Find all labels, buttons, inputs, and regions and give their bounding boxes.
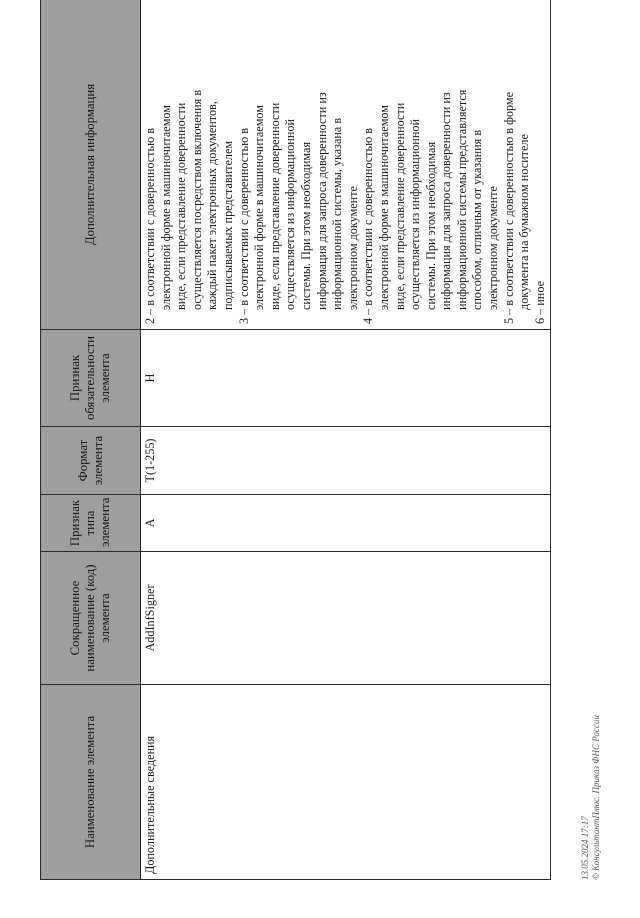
header-additional-info: Дополнительная информация bbox=[41, 0, 141, 330]
info-line: 4 – в соответствии с доверенностью в bbox=[361, 128, 376, 324]
table-header-row bbox=[41, 0, 141, 880]
cell-element-code: AddInfSigner bbox=[141, 552, 551, 685]
info-line: виде, если представление доверенности bbox=[174, 102, 189, 310]
info-line: 3 – в соответствии с доверенностью в bbox=[236, 128, 251, 324]
info-line: документа на бумажном носителе bbox=[517, 134, 532, 310]
document-stamp bbox=[580, 715, 602, 880]
header-element-code: Сокращенное наименование (код) элемента bbox=[41, 552, 141, 685]
info-line: системы. При этом необходимая bbox=[298, 141, 313, 310]
info-line: электронном документе bbox=[345, 186, 360, 310]
info-line: осуществляется посредством включения в bbox=[189, 89, 204, 310]
header-element-name: Наименование элемента bbox=[41, 685, 141, 880]
info-line: виде, если представление доверенности bbox=[392, 102, 407, 310]
info-line: осуществляется из информационной bbox=[408, 119, 423, 310]
header-element-required: Признак обязательности элемента bbox=[41, 330, 141, 427]
info-line: информационной системы представляется bbox=[454, 89, 469, 310]
cell-element-type: A bbox=[141, 495, 551, 552]
info-line: системы. При этом необходимая bbox=[423, 141, 438, 310]
info-line: осуществляется из информационной bbox=[283, 119, 298, 310]
info-line: электронном документе bbox=[486, 186, 501, 310]
info-line: информационной системы, указана в bbox=[330, 117, 345, 310]
info-line: способом, отличным от указания в bbox=[470, 129, 485, 310]
table-row bbox=[141, 0, 551, 880]
info-line: подписываемых представителем bbox=[220, 140, 235, 310]
stamp-source: © КонсультантПлюс. Приказ ФНС России bbox=[591, 715, 601, 880]
info-line: 6 – иное bbox=[532, 281, 547, 324]
element-spec-table bbox=[40, 0, 551, 880]
info-line: виде, если представление доверенности bbox=[267, 102, 282, 310]
cell-additional-info bbox=[141, 0, 551, 330]
cell-element-name: Дополнительные сведения bbox=[141, 685, 551, 880]
info-line: 5 – в соответствии с доверенностью в форме bbox=[501, 91, 516, 324]
header-element-type: Признак типа элемента bbox=[41, 495, 141, 552]
info-line: каждый пакет электронных документов, bbox=[205, 101, 220, 310]
additional-info-lines bbox=[143, 5, 548, 324]
info-line: электронной форме в машиночитаемом bbox=[158, 105, 173, 310]
info-line: электронной форме в машиночитаемом bbox=[252, 105, 267, 310]
header-element-format: Формат элемента bbox=[41, 427, 141, 495]
cell-element-required: Н bbox=[141, 330, 551, 427]
stamp-date: 13.05.2024 17:17 bbox=[580, 816, 590, 880]
info-line: электронной форме в машиночитаемом bbox=[376, 105, 391, 310]
info-line: информация для запроса доверенности из bbox=[314, 92, 329, 310]
info-line: информация для запроса доверенности из bbox=[439, 92, 454, 310]
cell-element-format: T(1-255) bbox=[141, 427, 551, 495]
info-line: 2 – в соответствии с доверенностью в bbox=[143, 128, 157, 324]
rotated-table-container bbox=[40, 0, 548, 880]
